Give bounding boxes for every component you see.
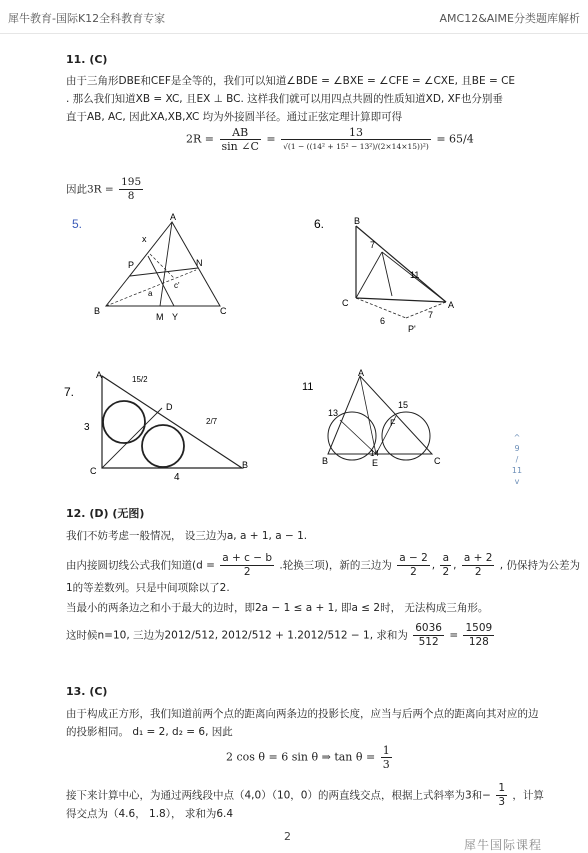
q12-line2-mid: .轮换三项)，新的三边为 <box>279 559 392 572</box>
q12-frac-3-num: a + 2 <box>463 552 493 564</box>
q12-frac-1-den: 2 <box>410 566 417 578</box>
q13-line4: 得交点为（4.6， 1.8）， 求和为6.4 <box>66 808 234 820</box>
q11-conc-pre: 因此3R = <box>66 183 114 196</box>
q11-line2: . 那么我们知道XB = XC, 且EX ⊥ BC. 这样我们就可以用四点共圆的性质知道XD, XF也分别垂 <box>66 93 503 105</box>
figure-11-circles <box>300 368 460 473</box>
q11-eq-lhs: 2R = <box>186 132 214 146</box>
fig6-label-11: 11 <box>410 270 420 280</box>
q13-line3-post: ，计算 <box>512 789 544 802</box>
q12-frac-2-den: 2 <box>442 566 450 578</box>
fig6-line-ba <box>356 226 446 302</box>
fig6-label-6: 6 <box>380 316 386 326</box>
fig6-dashed-pa <box>406 302 446 318</box>
q12-sum-frac-2-num: 1509 <box>465 622 493 634</box>
page-navigator <box>510 432 524 487</box>
q12-line1: 我们不妨考虑一般情况， 设三边为a, a + 1, a − 1. <box>66 530 308 542</box>
pager-total: 11 <box>511 466 523 475</box>
fig5-label-p: P <box>128 260 135 270</box>
page-number: 2 <box>284 830 291 843</box>
q12-line2-post: , 仍保持为公差为 <box>499 559 580 572</box>
q13-line2: 的投影相同。 d₁ = 2, d₂ = 6, 因此 <box>66 726 233 738</box>
q13-equation <box>226 744 394 771</box>
header-left: 犀牛教育-国际K12全科教育专家 <box>8 12 166 25</box>
q11-eq-f1-den: sin ∠C <box>221 140 259 153</box>
fig11-label-13: 13 <box>328 408 339 418</box>
fig11-label-e: E <box>372 458 379 468</box>
header-divider <box>0 33 588 34</box>
q11-line1: 由于三角形DBE和CEF是全等的，我们可以知道∠BDE = ∠BXE = ∠CFE = ∠CXE, 且BE = CE <box>66 75 516 87</box>
q12-frac-1 <box>397 552 430 579</box>
fig6-label-7b: 7 <box>428 310 434 320</box>
q12-line2-pre: 由内接圆切线公式我们知道(d = <box>66 559 215 572</box>
fig5-label-m: M <box>156 312 164 322</box>
q13-eq-frac <box>381 744 392 771</box>
fig5-line-pn <box>130 268 198 276</box>
q12-frac-2 <box>440 552 451 579</box>
watermark: 犀牛国际课程 <box>464 838 543 852</box>
q11-eq-frac1 <box>220 126 261 153</box>
header-right: AMC12&AIME分类题库解析 <box>439 12 580 25</box>
q13-line1: 由于构成正方形，我们知道前两个点的距离向两条边的投影长度，应当与后两个点的距离向其对应的边 <box>66 708 539 720</box>
figure-7-triangle <box>62 368 262 488</box>
q11-conc-frac <box>119 176 143 203</box>
q12-frac-d-den: 2 <box>243 566 251 578</box>
q13-slope-num: 1 <box>498 782 505 794</box>
fig6-label-a: A <box>448 300 455 310</box>
q11-eq-eq: = <box>266 132 276 146</box>
fig5-label-c-prime: c' <box>174 281 180 290</box>
q13-slope-frac <box>496 782 507 809</box>
fig6-line-ci <box>356 252 382 298</box>
fig6-number: 6. <box>314 217 325 231</box>
q11-line3: 直于AB, AC, 因此XA,XB,XC 均为外接圆半径。通过正弦定理计算即可得 <box>66 111 403 123</box>
q12-title: 12. (D) (无图) <box>66 507 145 520</box>
fig5-dashed-1 <box>106 270 196 306</box>
q12-sum-frac-1-den: 512 <box>418 636 439 648</box>
pager-current: 9 <box>514 444 520 453</box>
q12-frac-d <box>220 552 274 579</box>
fig5-label-c: C <box>220 306 227 316</box>
q12-sum-frac-2 <box>463 622 494 649</box>
pager-up-icon[interactable]: ^ <box>513 433 521 442</box>
q12-line5 <box>66 622 496 649</box>
fig7-label-b: B <box>242 460 249 470</box>
q12-line3: 1的等差数列。只是中间项除以了2. <box>66 582 230 594</box>
fig6-label-7: 7 <box>370 240 376 250</box>
fig7-number: 7. <box>64 385 75 399</box>
q11-equation <box>186 126 474 153</box>
fig6-label-p: P' <box>408 324 416 334</box>
q13-eq-den: 3 <box>382 758 390 771</box>
fig11-label-a: A <box>358 368 365 378</box>
q13-line3 <box>66 782 544 809</box>
q12-frac-3-den: 2 <box>474 566 482 578</box>
pager-separator: / <box>515 455 519 464</box>
fig7-circle-left <box>103 401 145 443</box>
q11-eq-f1-num: AB <box>220 126 261 140</box>
q11-conc-num: 195 <box>121 176 142 188</box>
q13-eq-text: 2 cos θ = 6 sin θ ⇒ tan θ = <box>226 750 376 764</box>
fig11-line-ax <box>360 376 376 454</box>
fig7-label-4: 4 <box>174 472 180 483</box>
q11-eq-f2-num: 13 <box>281 126 431 140</box>
q12-line5-eq: = <box>449 629 459 642</box>
fig6-label-c: C <box>342 298 349 308</box>
q12-frac-3 <box>462 552 495 579</box>
fig7-label-a: A <box>96 370 103 380</box>
q13-title: 13. (C) <box>66 685 108 698</box>
fig5-number: 5. <box>72 217 83 231</box>
fig7-label-d: D <box>166 402 173 412</box>
fig5-label-n: N <box>196 258 203 268</box>
fig5-label-a-small: a <box>148 289 153 298</box>
q13-line3-pre: 接下来计算中心，为通过两线段中点（4,0）（10，0）的两直线交点，根据上式斜率为3和− <box>66 789 491 802</box>
q12-line4: 当最小的两条边之和小于最大的边时，即2a − 1 ≤ a + 1, 即a ≤ 2时， 无法构成三角形。 <box>66 602 489 614</box>
fig6-dashed-cp <box>356 298 406 318</box>
q12-frac-2-num: a <box>440 552 451 566</box>
fig11-label-15: 15 <box>398 400 409 410</box>
q11-title: 11. (C) <box>66 53 108 66</box>
q11-conclusion <box>66 176 145 203</box>
fig7-label-frac2: 2/7 <box>206 417 218 426</box>
fig11-triangle <box>328 376 432 454</box>
q12-sum-frac-1 <box>413 622 444 649</box>
figure-5-triangle <box>70 210 240 322</box>
fig7-label-c: C <box>90 466 97 476</box>
q13-slope-den: 3 <box>498 796 505 808</box>
q11-eq-frac2 <box>281 126 431 153</box>
fig7-label-frac1: 15/2 <box>132 375 148 384</box>
q12-frac-d-num: a + c − b <box>222 552 273 564</box>
fig7-label-3: 3 <box>84 422 90 433</box>
fig7-outer-triangle <box>102 376 242 468</box>
q12-sum-frac-1-num: 6036 <box>415 622 442 634</box>
q13-eq-num: 1 <box>382 744 390 757</box>
q12-frac-1-num: a − 2 <box>399 552 428 564</box>
fig5-label-a: A <box>170 212 177 222</box>
q11-conc-den: 8 <box>127 190 135 202</box>
fig5-outer-triangle <box>106 222 220 306</box>
figure-6-triangle <box>312 212 462 337</box>
fig5-label-x: x <box>142 234 147 244</box>
q11-eq-f2-den: √(1 − ((14² + 15² − 13²)/(2×14×15))²) <box>283 142 429 151</box>
fig5-label-y: Y <box>172 312 179 322</box>
fig6-line-ca <box>356 298 446 302</box>
q11-eq-rhs: = 65/4 <box>436 132 474 146</box>
fig6-label-b: B <box>354 216 361 226</box>
fig11-number: 11 <box>302 381 314 393</box>
q12-sum-frac-2-den: 128 <box>468 636 489 648</box>
fig5-label-b: B <box>94 306 101 316</box>
q12-line2: 由内接圆切线公式我们知道(d = $\frac{a + c - b}{2}$ .轮换三项)，新的三边为 $\frac{a - 2}{2}$ , $\frac{a}{2}$ , $\frac{a + 2}{2}$ , 仍保持为公差为 <box>66 552 580 578</box>
fig11-label-f: F <box>390 418 396 428</box>
fig11-label-b: B <box>322 456 329 466</box>
q12-line5-pre: 这时候n=10, 三边为2012/512, 2012/512 + 1.2012/512 − 1, 求和为 <box>66 629 408 642</box>
fig7-circle-right <box>142 425 184 467</box>
fig11-label-c: C <box>434 456 441 466</box>
pager-down-icon[interactable]: v <box>514 477 520 486</box>
fig11-label-14: 14 <box>370 449 379 458</box>
